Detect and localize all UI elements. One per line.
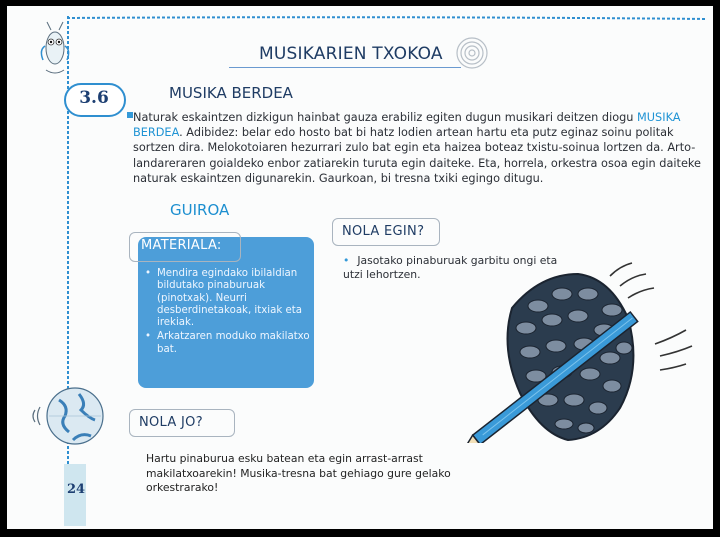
bullet-icon	[127, 112, 133, 118]
spiral-icon	[455, 36, 489, 70]
top-border-line	[67, 16, 707, 20]
intro-text-start: Naturak eskaintzen dizkigun hainbat gauza erabiliz egiten dugun musikari deitzen diogu	[133, 111, 638, 124]
bullet-icon: •	[343, 254, 350, 267]
materials-item: • Mendira egindako ibilaldian bildutako pinaburuak (pinotxak). Neurri desberdinetakoak, itxiak eta irekiak.	[145, 268, 311, 329]
title-underline	[229, 67, 461, 68]
how-to-play-text: Hartu pinaburua esku batean eta egin arrast-arrast makilatxoarekin! Musika-tresna bat gehiago gure gelako orkestrarako!	[146, 452, 451, 494]
page-title: MUSIKARIEN TXOKOA	[259, 44, 443, 64]
materials-label: MATERIALA:	[141, 238, 222, 253]
intro-paragraph	[133, 110, 705, 186]
mascot-icon	[33, 20, 77, 80]
page-number: 24	[66, 482, 86, 497]
instrument-name: GUIROA	[170, 201, 230, 219]
section-heading: MUSIKA BERDEA	[169, 84, 293, 102]
how-to-play-label: NOLA JO?	[139, 415, 203, 430]
intro-highlight: MUSIKA BERDEA	[133, 111, 681, 140]
globe-icon	[29, 380, 109, 450]
how-to-make-step: Jasotako pinaburuak garbitu ongi eta utzi lehortzen.	[343, 254, 558, 281]
intro-text-end: . Adibidez: belar edo hosto bat bi hatz lodien artean hartu eta putz eginaz soinu politak sortzen dira. Melokotoiaren hezurrari zulo bat egin eta haizea boteaz txistu-soinua lortzen da. Arto-landareraren goialdeko enbor zatiarekin turuta egin daiteke. Eta, horrela, orkestra osoa egin daiteke naturak eskaintzen digunarekin. Gaurkoan, bi tresna txiki egingo ditugu.	[133, 126, 701, 185]
how-to-make-label: NOLA EGIN?	[342, 224, 425, 239]
section-number: 3.6	[79, 88, 109, 108]
materials-list	[145, 268, 311, 358]
textbook-page	[7, 6, 713, 529]
pine-cone-with-pencil-illustration	[460, 258, 710, 443]
materials-item: • Arkatzaren moduko makilatxo bat.	[145, 331, 311, 356]
